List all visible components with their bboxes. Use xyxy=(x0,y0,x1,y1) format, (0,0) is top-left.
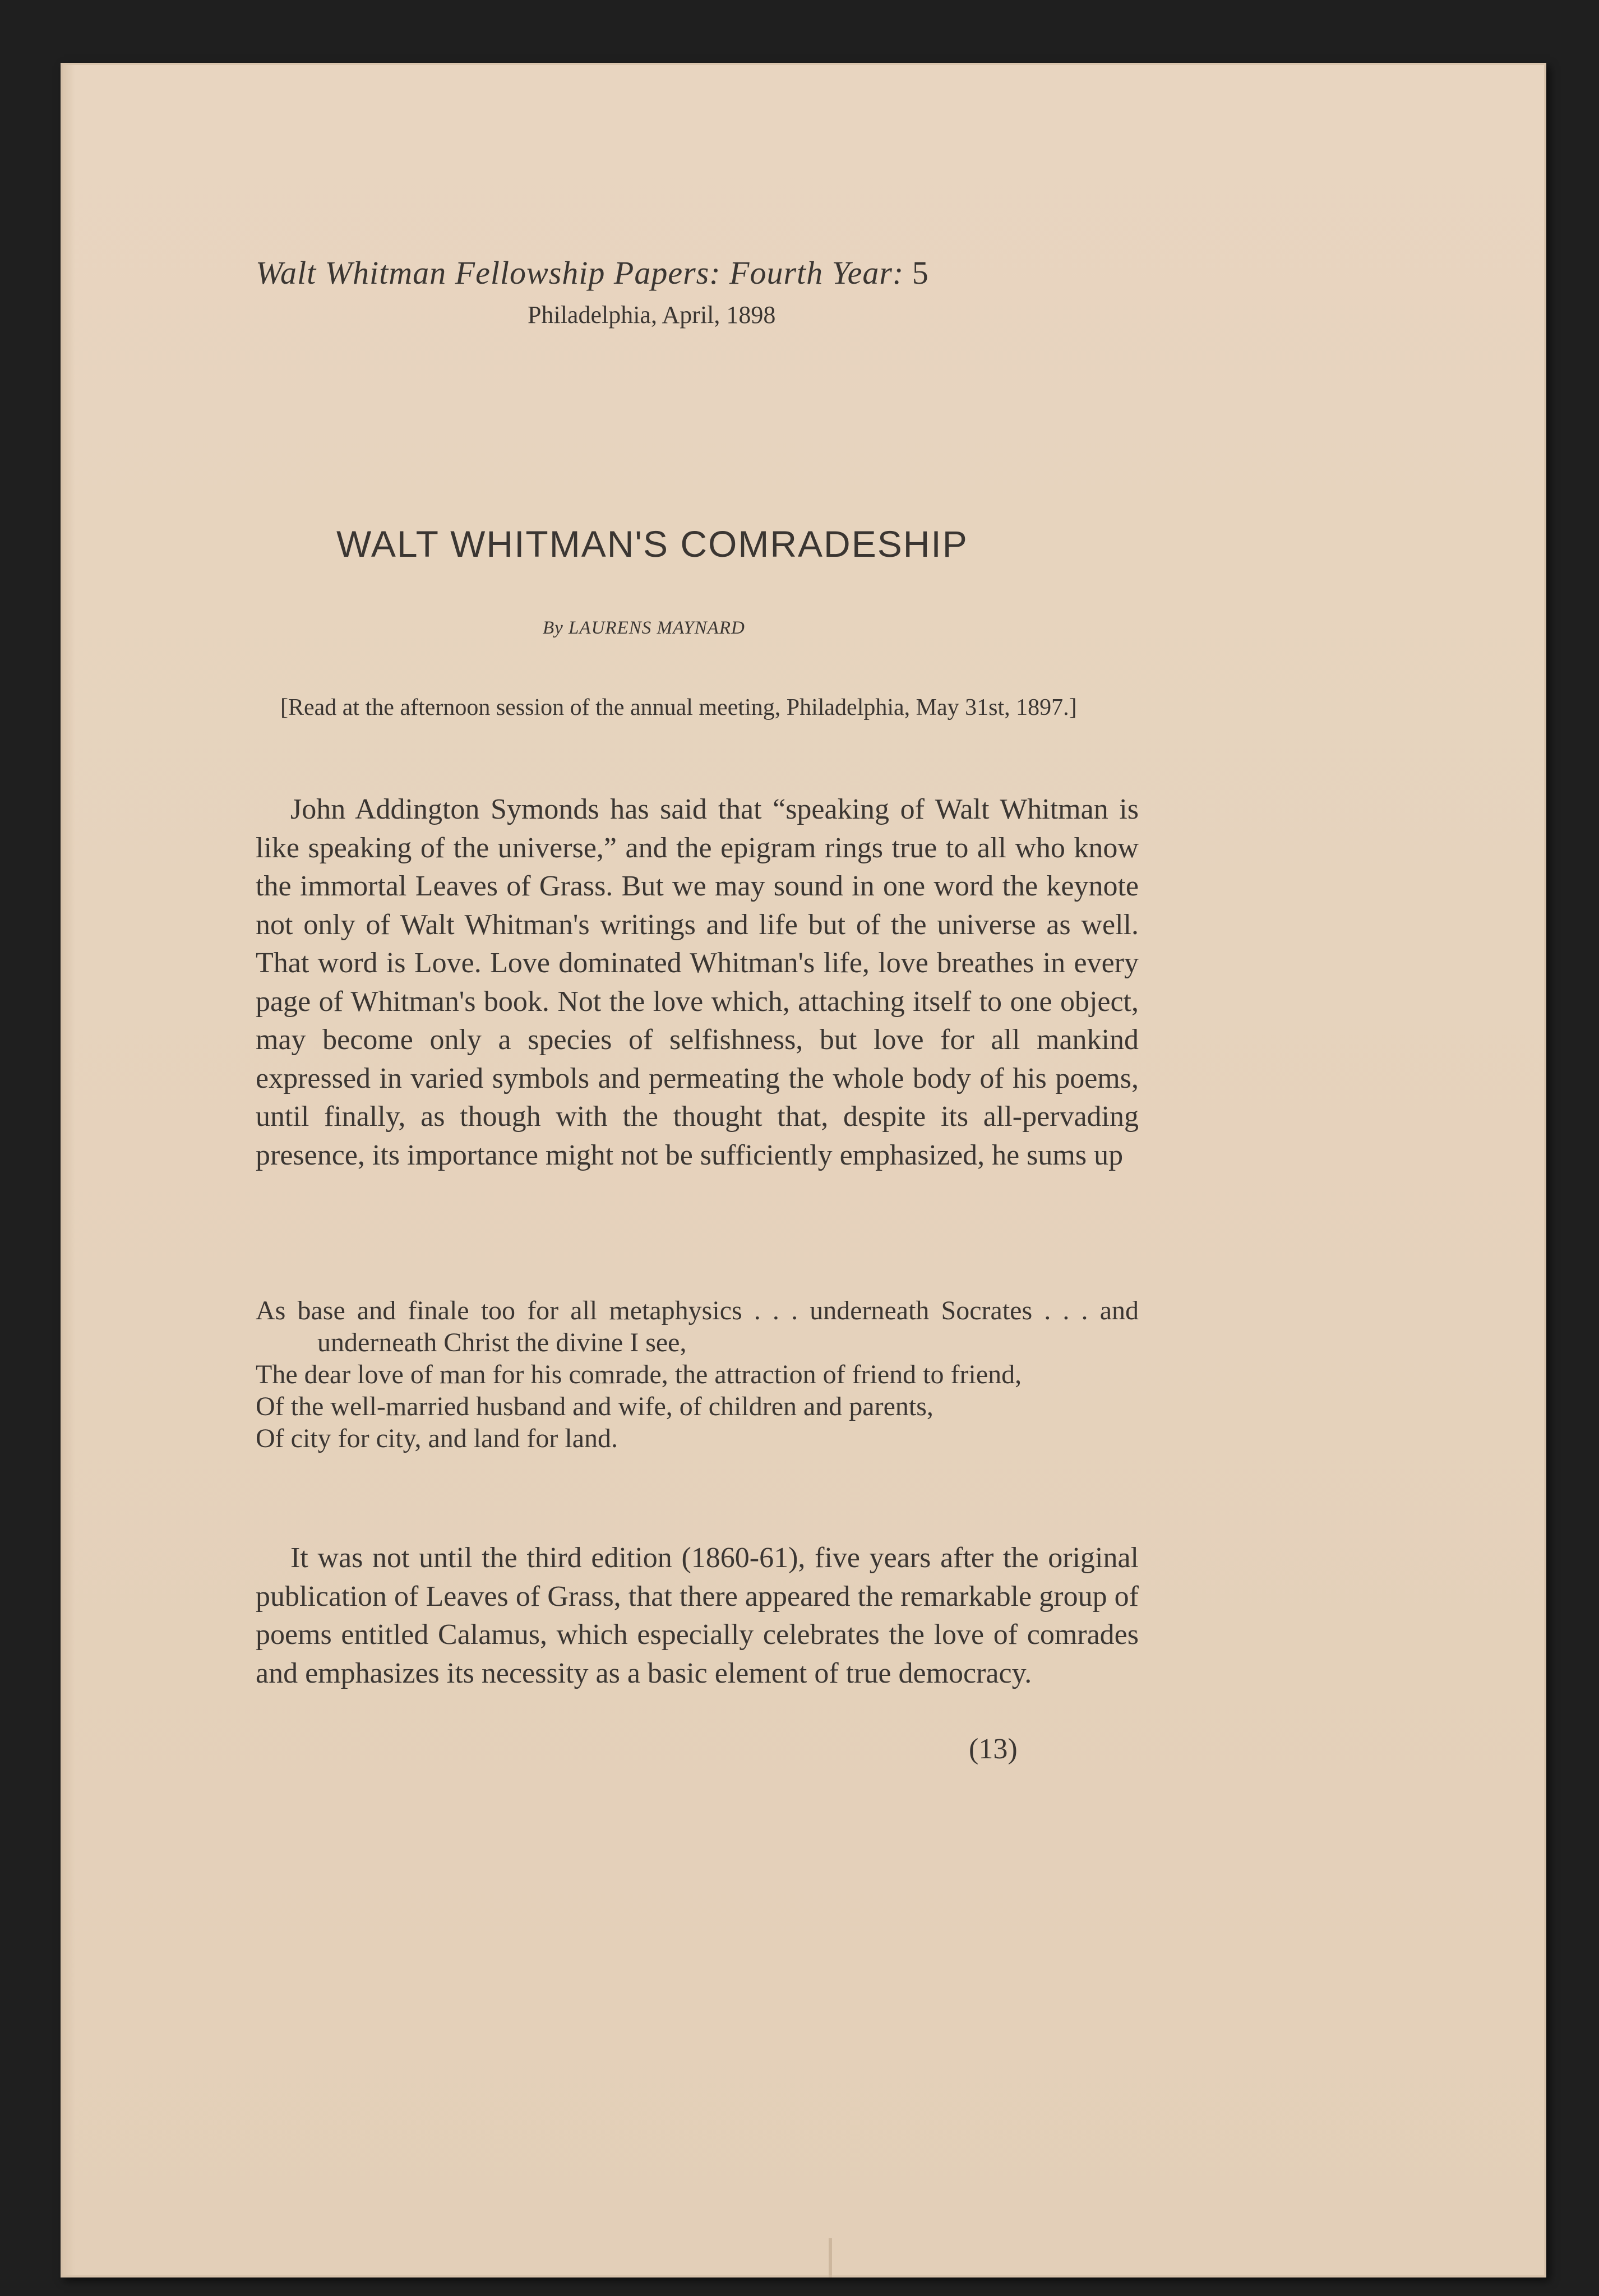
page-number: (13) xyxy=(969,1733,1018,1765)
poem-line: The dear love of man for his comrade, the attraction of friend to friend, xyxy=(256,1360,1022,1389)
paragraph-1: John Addington Symonds has said that “speaking of Walt Whitman is like speaking of the universe,” and the epigram rings true to all who know the immortal Leaves of Grass. But we may sound in one word the keynote not only of Walt Whitman's writings and life but of the universe as well. That word is Love. Love dominated Whitman's life, love breathes in every page of Whitman's book. Not the love which, attaching itself to one object, may become only a species of selfishness, but love for all mankind expressed in varied symbols and permeating the whole body of his poems, until finally, as though with the thought that, despite its all-pervading presence, its importance might not be sufficiently emphasized, he sums up xyxy=(256,793,1139,1171)
article-title: WALT WHITMAN'S COMRADESHIP xyxy=(336,523,968,565)
series-title: Walt Whitman Fellowship Papers: Fourth Year: xyxy=(256,255,904,291)
poem-quote xyxy=(256,1295,1139,1454)
poem-line: As base and finale too for all metaphysics . . . underneath Socrates . . . and underneath Christ the divine I see, xyxy=(256,1296,1139,1357)
reading-note: [Read at the afternoon session of the annual meeting, Philadelphia, May 31st, 1897.] xyxy=(280,695,1077,720)
article-byline: By LAURENS MAYNARD xyxy=(543,618,745,638)
poem-line: Of the well-married husband and wife, of children and parents, xyxy=(256,1392,933,1421)
poem-line: Of city for city, and land for land. xyxy=(256,1424,618,1453)
page-fold xyxy=(829,2238,832,2277)
running-header xyxy=(256,253,1041,329)
document-page xyxy=(61,63,1546,2277)
paragraph-2: It was not until the third edition (1860-61), five years after the original publication of Leaves of Grass, that there appeared the remarkable group of poems entitled Calamus, which especially celebrates the love of comrades and emphasizes its necessity as a basic element of true democracy. xyxy=(256,1542,1139,1689)
place-date: Philadelphia, April, 1898 xyxy=(528,301,776,329)
series-number: 5 xyxy=(912,255,928,291)
